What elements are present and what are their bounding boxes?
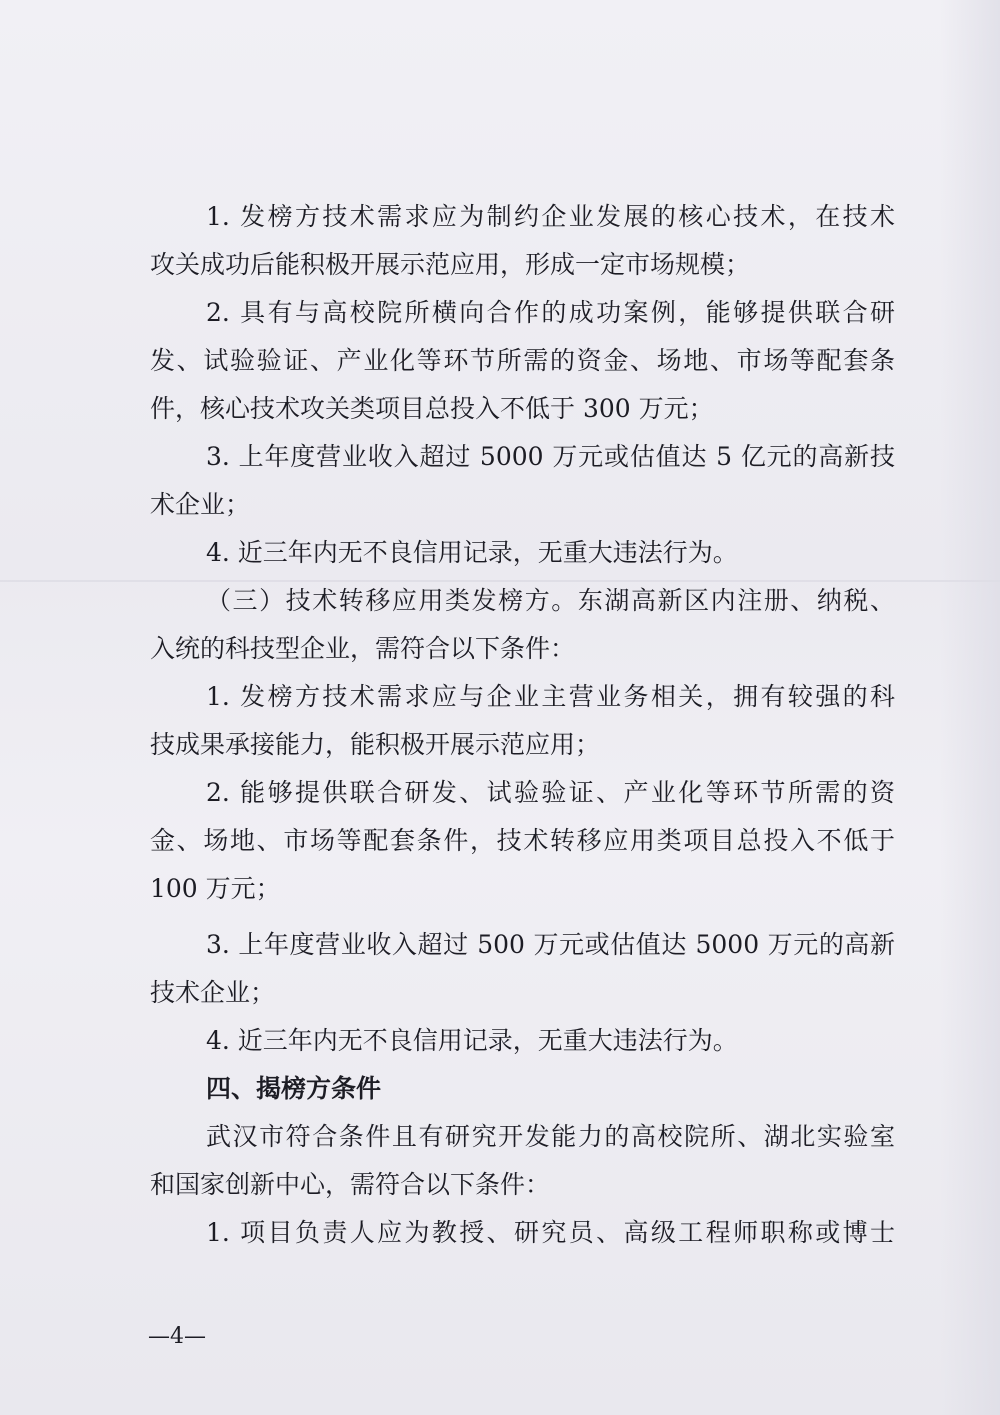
text-line: 4. 近三年内无不良信用记录，无重大违法行为。 [206,1026,738,1055]
page-number: —4— [148,1324,206,1349]
text-line: 2. 具有与高校院所横向合作的成功案例，能够提供联合研 [206,298,895,327]
text-line: 100 万元； [150,874,281,903]
text-line: 发、试验验证、产业化等环节所需的资金、场地、市场等配套条 [150,346,895,375]
section-heading: 四、揭榜方条件 [206,1074,382,1103]
text-line: 金、场地、市场等配套条件，技术转移应用类项目总投入不低于 [150,826,895,855]
text-line: 2. 能够提供联合研发、试验验证、产业化等环节所需的资 [206,778,895,807]
text-line: 1. 项目负责人应为教授、研究员、高级工程师职称或博士 [206,1218,895,1247]
text-line: 3. 上年度营业收入超过 5000 万元或估值达 5 亿元的高新技 [206,442,895,471]
text-line: 术企业； [150,490,251,519]
text-line: 件，核心技术攻关类项目总投入不低于 300 万元； [150,394,714,423]
text-line: 4. 近三年内无不良信用记录，无重大违法行为。 [206,538,738,567]
text-line: 1. 发榜方技术需求应为制约企业发展的核心技术，在技术 [206,202,895,231]
text-line: 技成果承接能力，能积极开展示范应用； [150,730,601,759]
section-subheading-line: （三）技术转移应用类发榜方。东湖高新区内注册、纳税、 [206,586,895,615]
page-edge-shadow [940,0,1000,1415]
text-line: 1. 发榜方技术需求应与企业主营业务相关，拥有较强的科 [206,682,895,711]
text-line: 技术企业； [150,978,276,1007]
text-line: 3. 上年度营业收入超过 500 万元或估值达 5000 万元的高新 [206,930,895,959]
text-line: 和国家创新中心，需符合以下条件： [150,1170,551,1199]
text-line: 入统的科技型企业，需符合以下条件： [150,634,576,663]
text-line: 武汉市符合条件且有研究开发能力的高校院所、湖北实验室 [206,1122,895,1151]
text-line: 攻关成功后能积极开展示范应用，形成一定市场规模； [150,250,751,279]
